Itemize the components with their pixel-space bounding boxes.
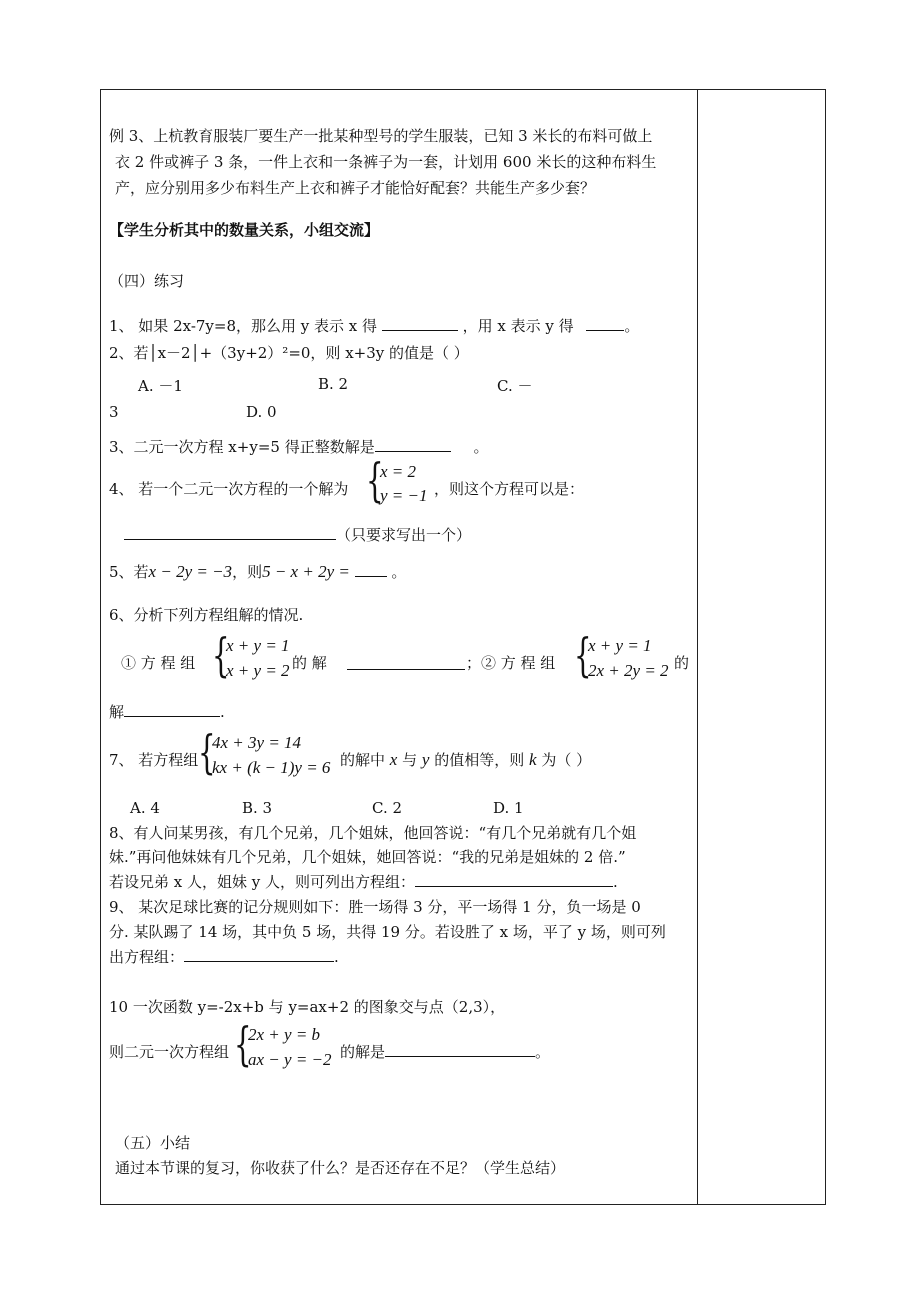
example3-line3: 产，应分别用多少布料生产上衣和裤子才能恰好配套？共能生产多少套？: [115, 179, 596, 197]
q8-line3: [109, 872, 618, 892]
q7-eq1: 4x + 3y = 14: [212, 733, 302, 752]
q3-blank[interactable]: [375, 437, 451, 452]
q6-part2: 的 解: [292, 654, 327, 672]
q10-end: 。: [535, 1043, 551, 1061]
q6-part3: ；② 方 程 组: [466, 654, 556, 672]
q5-expr1: x − 2y = −3: [148, 562, 233, 581]
q4-blank[interactable]: [124, 525, 336, 540]
q8-line1: 8、有人问某男孩，有几个兄弟，几个姐妹，他回答说：“有几个兄弟就有几个姐: [109, 824, 637, 842]
q1-text-c: 。: [624, 317, 640, 335]
q7-text-c: 与: [402, 751, 418, 769]
q10-brace-icon: {: [234, 1017, 252, 1071]
q8-text: 若设兄弟 x 人，姐妹 y 人，则可列出方程组：: [109, 873, 416, 891]
q6-end: .: [220, 703, 225, 721]
q6-sys1-eq1: x + y = 1: [226, 636, 290, 655]
q6-part5: 解: [109, 703, 125, 721]
summary-text: 通过本节课的复习，你收获了什么？是否还存在不足？（学生总结）: [115, 1159, 566, 1177]
q10-text-b: 的解是: [340, 1043, 386, 1061]
q6-line3: [109, 702, 225, 722]
q7-var-k: k: [529, 750, 537, 769]
q1-text-a: 1、 如果 2x-7y=8，那么用 y 表示 x 得: [109, 317, 378, 335]
q2-option-d[interactable]: D. 0: [246, 403, 277, 421]
q7-brace-icon: {: [198, 725, 216, 779]
q9-line3: [109, 947, 339, 967]
q6-brace2-icon: {: [574, 628, 592, 682]
q6-sys1-eq2: x + y = 2: [226, 661, 290, 680]
question-1: [109, 316, 639, 336]
q9-text: 出方程组：: [109, 948, 185, 966]
q5-expr2: 5 − x + 2y =: [262, 562, 350, 581]
q10-text-rest: [340, 1041, 550, 1062]
q7-var-y: y: [421, 750, 430, 769]
q10-eq1: 2x + y = b: [248, 1025, 321, 1044]
q2-option-c[interactable]: C. －: [497, 377, 533, 395]
q3-text: 3、二元一次方程 x+y=5 得正整数解是: [109, 438, 375, 456]
q9-end: .: [334, 948, 339, 966]
q9-line2: 分. 某队踢了 14 场，其中负 5 场，共得 19 分。若设胜了 x 场，平了 y 场，则可列: [109, 923, 666, 941]
q6-brace1-icon: {: [212, 628, 230, 682]
example3-line2: 衣 2 件或裤子 3 条，一件上衣和一条裤子为一套，计划用 600 米长的这种布料生: [115, 153, 657, 171]
q8-line2: 妹.”再问他妹妹有几个兄弟，几个姐妹，她回答说：“我的兄弟是姐妹的 2 倍.”: [109, 848, 626, 866]
q5-blank[interactable]: [355, 562, 387, 577]
q6-part1: ① 方 程 组: [121, 654, 196, 672]
q5-end: 。: [391, 563, 407, 581]
q7-eq2: kx + (k − 1)y = 6: [212, 758, 331, 777]
q7-var-x: x: [389, 750, 398, 769]
q2-option-b[interactable]: B. 2: [318, 375, 349, 393]
column-divider: [697, 89, 698, 1205]
q4-answer-line: [124, 525, 471, 545]
q7-option-a[interactable]: A. 4: [130, 799, 160, 817]
q4-eq1: x = 2: [380, 462, 417, 481]
q3-end: 。: [473, 438, 489, 456]
q1-text-b: ，用 x 表示 y 得: [462, 317, 574, 335]
q7-text-b: 的解中: [340, 751, 386, 769]
q4-text-a: 4、 若一个二元一次方程的一个解为: [109, 480, 349, 498]
example3-line1: 例 3、上杭教育服装厂要生产一批某种型号的学生服装，已知 3 米长的布料可做上: [109, 127, 653, 145]
q9-blank[interactable]: [184, 947, 334, 962]
q2-option-c-cont: 3: [109, 403, 119, 421]
q6-sys2-eq1: x + y = 1: [588, 636, 652, 655]
q10-eq2: ax − y = −2: [248, 1050, 332, 1069]
q7-text-rest: [340, 749, 591, 770]
q8-end: .: [613, 873, 618, 891]
q9-line1: 9、 某次足球比赛的记分规则如下：胜一场得 3 分，平一场得 1 分，负一场是 0: [109, 898, 641, 916]
question-2: 2、若│x－2│+（3y+2）²=0，则 x+3y 的值是（ ）: [109, 344, 469, 362]
q6-part4: 的: [674, 654, 690, 672]
table-frame: [100, 89, 826, 1205]
q1-blank-2[interactable]: [586, 316, 624, 331]
q4-note: （只要求写出一个）: [336, 526, 472, 544]
practice-heading: （四）练习: [109, 272, 185, 290]
q7-option-b[interactable]: B. 3: [242, 799, 273, 817]
q7-text-d: 的值相等，则: [434, 751, 525, 769]
q8-blank[interactable]: [415, 872, 613, 887]
q7-text-e: 为（ ）: [541, 751, 592, 769]
q1-blank-1[interactable]: [382, 316, 458, 331]
q6-title: 6、分析下列方程组解的情况.: [109, 606, 304, 624]
q5-text-b: ，则: [232, 563, 263, 581]
q6-blank2[interactable]: [124, 702, 220, 717]
q7-option-d[interactable]: D. 1: [493, 799, 524, 817]
analysis-note: 【学生分析其中的数量关系，小组交流】: [109, 221, 380, 239]
q4-brace-icon: {: [366, 453, 384, 507]
q4-text-b: ，则这个方程可以是：: [434, 480, 585, 498]
q4-eq2: y = −1: [380, 486, 428, 505]
summary-heading: （五）小结: [115, 1134, 191, 1152]
question-3: [109, 437, 489, 457]
q10-text-a: 则二元一次方程组: [109, 1043, 230, 1061]
q7-option-c[interactable]: C. 2: [372, 799, 403, 817]
q5-text-a: 5、若: [109, 563, 149, 581]
q7-text-a: 7、 若方程组: [109, 751, 199, 769]
q6-blank1[interactable]: [347, 655, 465, 670]
q10-line1: 10 一次函数 y=-2x+b 与 y=ax+2 的图象交与点（2,3），: [109, 998, 506, 1016]
q2-option-a[interactable]: A. －1: [138, 377, 183, 395]
q10-blank[interactable]: [385, 1042, 535, 1057]
question-5: [109, 562, 406, 582]
q6-sys2-eq2: 2x + 2y = 2: [588, 661, 669, 680]
